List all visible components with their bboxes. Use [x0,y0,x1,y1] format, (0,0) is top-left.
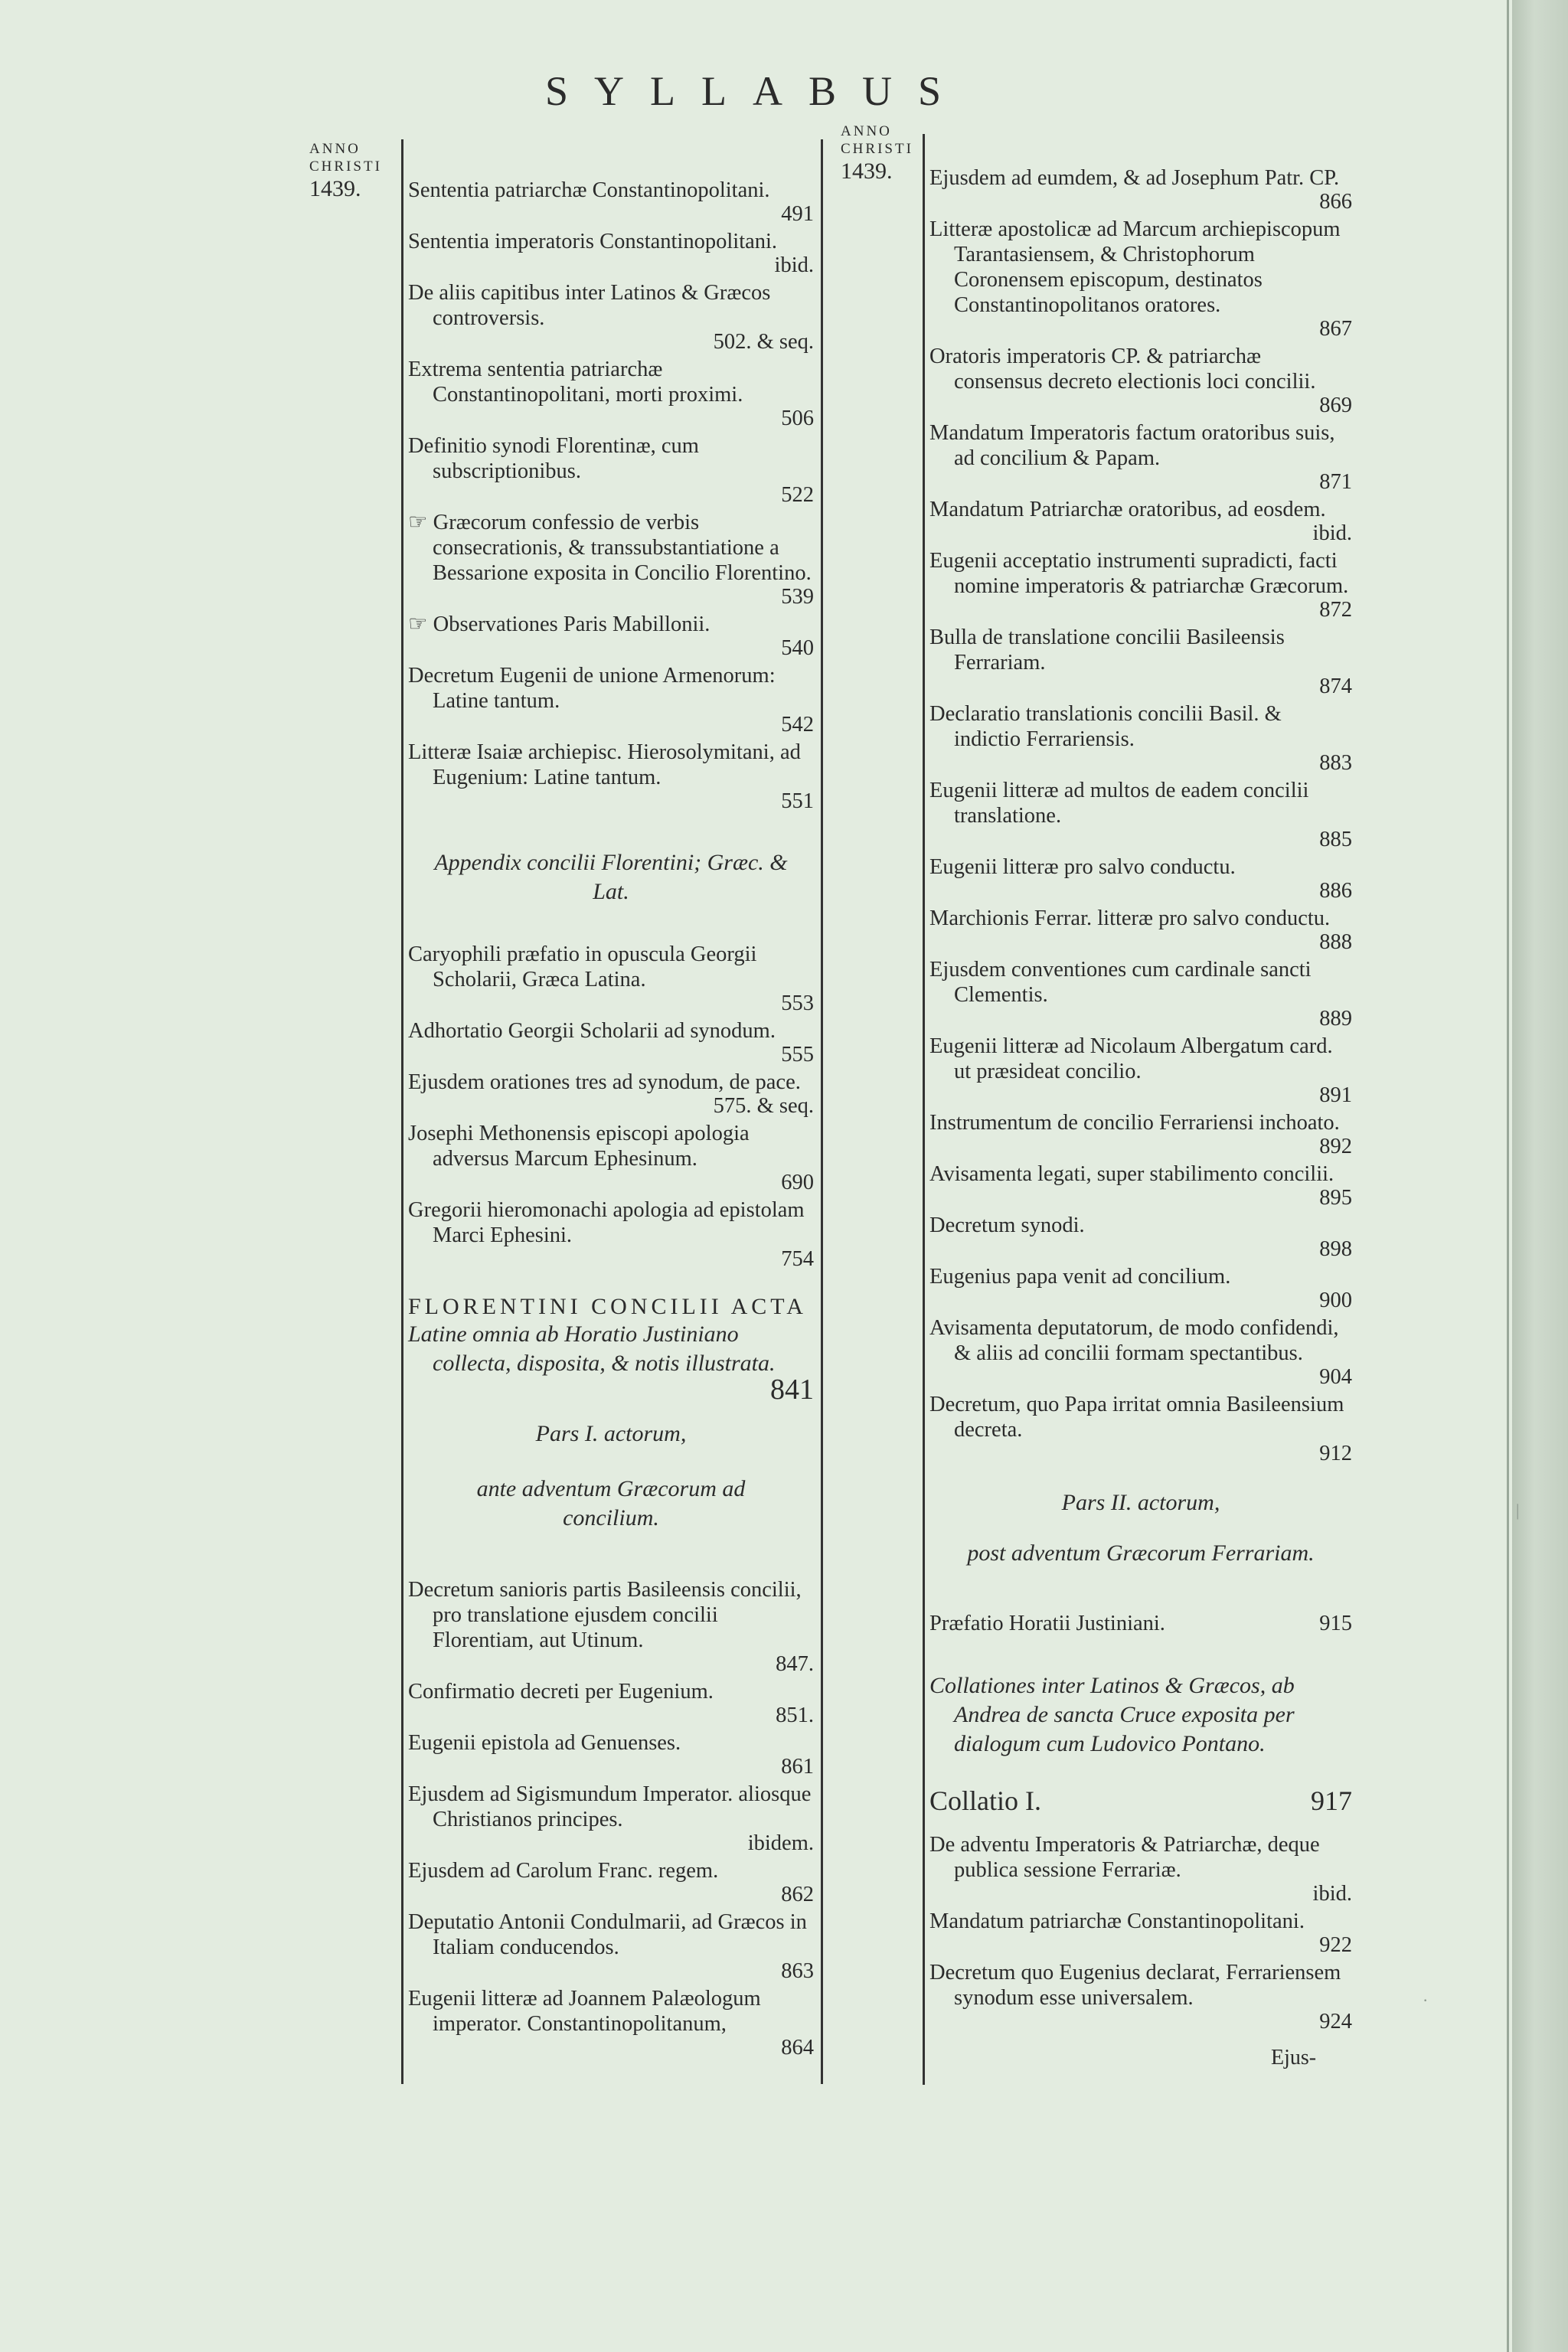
edge-mark: · [1423,1991,1429,2010]
syllabus-entry [408,1070,814,1118]
syllabus-entry [408,1121,814,1194]
entry-page: 864 [781,2036,814,2060]
syllabus-entry [408,1018,814,1067]
entry-text: Eugenii litteræ ad Joannem Palæologum imperator. Constantinopolitanum, [408,1987,761,2036]
entry-text: Deputatio Antonii Condulmarii, ad Græcos in Italiam conducendos. [408,1910,807,1959]
entry-page: ibid. [1312,521,1352,545]
entry-list [929,1832,1352,2034]
acta-block [408,1294,814,1406]
entry-page: 862 [781,1883,814,1906]
right-column [929,162,1352,2034]
entry-text: Instrumentum de concilio Ferrariensi inchoato. [929,1111,1340,1135]
entry-page: 885 [1319,828,1352,851]
entry-page: 924 [1319,2010,1352,2034]
anno-label: ANNO [841,123,892,139]
entry-page: 502. & seq. [713,330,814,354]
syllabus-entry [408,510,814,609]
entry-text: Oratoris imperatoris CP. & patriarchæ consensus decreto electionis loci concilii. [929,345,1316,394]
syllabus-entry [929,906,1352,954]
entry-page: ibid. [1312,1882,1352,1906]
syllabus-entry [929,778,1352,851]
entry-text: Marchionis Ferrar. litteræ pro salvo conductu. [929,906,1331,930]
syllabus-entry [929,1960,1352,2034]
entry-text: Josephi Methonensis episcopi apologia adversus Marcum Ephesinum. [408,1122,750,1171]
entry-text: ☞ Græcorum confessio de verbis consecrationis, & transsubstantiatione a Bessarione exposita in Concilio Florentino. [408,511,812,585]
entry-page: 900 [1319,1289,1352,1312]
entry-page: 898 [1319,1237,1352,1261]
entry-page: 888 [1319,930,1352,954]
entry-text: Adhortatio Georgii Scholarii ad synodum. [408,1019,776,1043]
entry-text: Mandatum patriarchæ Constantinopolitani. [929,1909,1305,1933]
syllabus-entry [408,229,814,277]
collationes-heading: Collationes inter Latinos & Græcos, ab Andrea de sancta Cruce exposita per dialogum cum Ludovico Pontano. [929,1673,1295,1756]
entry-text: Gregorii hieromonachi apologia ad epistolam Marci Ephesini. [408,1198,805,1247]
entry-text: Definitio synodi Florentinæ, cum subscriptionibus. [408,434,699,483]
entry-text: Decretum synodi. [929,1214,1085,1237]
entry-page: 915 [1319,1612,1352,1635]
entry-text: ☞ Observationes Paris Mabillonii. [408,612,710,636]
entry-text: Litteræ apostolicæ ad Marcum archiepiscopum Tarantasiensem, & Christophorum Coronensem episcopum, destinatos Constantinopolitanos oratores. [929,217,1341,317]
entry-text: Præfatio Horatii Justiniani. [929,1612,1165,1635]
entry-page: 522 [781,483,814,507]
entry-page: 690 [781,1171,814,1194]
entry-page: 851. [776,1704,814,1727]
entry-page: 551 [781,789,814,813]
entry-text: Mandatum Patriarchæ oratoribus, ad eosdem. [929,498,1326,521]
syllabus-entry [408,1197,814,1271]
entry-page: 904 [1319,1365,1352,1389]
syllabus-entry [929,344,1352,417]
syllabus-entry [929,701,1352,775]
entry-text: Decretum Eugenii de unione Armenorum: Latine tantum. [408,664,776,713]
entry-text: Eugenii litteræ ad Nicolaum Albergatum card. ut præsideat concilio. [929,1034,1333,1083]
anno-christi-right [841,122,913,184]
entry-text: Avisamenta legati, super stabilimento concilii. [929,1162,1334,1186]
acta-page: 841 [770,1374,814,1406]
anno-year: 1439. [309,176,361,201]
syllabus-entry [408,1986,814,2060]
syllabus-entry [929,957,1352,1031]
praefatio-entry [929,1611,1352,1636]
syllabus-entry [929,1392,1352,1465]
entry-page: 754 [781,1247,814,1271]
syllabus-entry [408,1782,814,1855]
page-title: SYLLABUS [544,68,968,114]
entry-page: 912 [1319,1442,1352,1465]
entry-text: Eugenii epistola ad Genuenses. [408,1731,681,1755]
entry-page: ibidem. [747,1831,814,1855]
entry-list [408,942,814,1271]
entry-page: 872 [1319,598,1352,622]
entry-text: Caryophili præfatio in opuscula Georgii Scholarii, Græca Latina. [408,942,757,991]
entry-text: Mandatum Imperatoris factum oratoribus suis, ad concilium & Papam. [929,421,1335,470]
pars2-heading: Pars II. actorum, [1061,1490,1220,1515]
left-margin-rule [401,139,403,2084]
entry-page: 539 [781,585,814,609]
column-divider-rule [821,139,823,2084]
entry-list [408,1577,814,2060]
syllabus-entry [408,1679,814,1727]
syllabus-entry [408,357,814,430]
pars1-heading: Pars I. actorum, [535,1421,687,1446]
christi-label: CHRISTI [309,158,382,175]
acta-subtitle: Latine omnia ab Horatio Justiniano collecta, disposita, & notis illustrata. [408,1321,776,1376]
syllabus-entry [929,497,1352,545]
entry-page: 506 [781,407,814,430]
syllabus-entry [408,942,814,1015]
anno-year: 1439. [841,158,893,184]
entry-text: Eugenii litteræ ad multos de eadem concilii translatione. [929,779,1309,828]
christi-label: CHRISTI [841,141,913,157]
entry-text: Declaratio translationis concilii Basil. & indictio Ferrariensis. [929,702,1282,751]
entry-text: Eugenius papa venit ad concilium. [929,1265,1231,1289]
appendix-heading: Appendix concilii Florentini; Græc. & Lat. [434,850,788,904]
anno-christi-left [309,140,382,201]
syllabus-entry [929,1264,1352,1312]
syllabus-entry [408,740,814,813]
collatio-1-heading [929,1785,1352,1817]
entry-text: Decretum quo Eugenius declarat, Ferrariensem synodum esse universalem. [929,1961,1341,2010]
entry-text: Sententia patriarchæ Constantinopolitani. [408,178,770,202]
entry-page: 889 [1319,1007,1352,1031]
entry-list [929,165,1352,1465]
entry-text: Sententia imperatoris Constantinopolitani. [408,230,778,253]
entry-page: 553 [781,991,814,1015]
syllabus-entry [929,165,1352,214]
entry-page: 922 [1319,1933,1352,1957]
syllabus-entry [929,1161,1352,1210]
syllabus-entry [929,217,1352,341]
entry-text: Eugenii litteræ pro salvo conductu. [929,855,1236,879]
syllabus-entry [929,1110,1352,1158]
acta-title: FLORENTINI CONCILII ACTA [408,1294,807,1319]
entry-page: 866 [1319,190,1352,214]
syllabus-entry [929,1832,1352,1906]
entry-text: Ejusdem ad Sigismundum Imperator. aliosque Christianos principes. [408,1782,812,1831]
gutter-line [1507,0,1509,2352]
entry-text: Ejusdem conventiones cum cardinale sancti Clementis. [929,958,1312,1007]
left-column [408,175,814,2060]
syllabus-entry [929,854,1352,903]
entry-page: 891 [1319,1083,1352,1107]
entry-text: Ejusdem orationes tres ad synodum, de pace. [408,1070,801,1094]
entry-page: 895 [1319,1186,1352,1210]
anno-label: ANNO [309,141,361,157]
entry-text: Decretum sanioris partis Basileensis concilii, pro translatione ejusdem concilii Florentiam, aut Utinum. [408,1578,802,1652]
syllabus-entry [408,1730,814,1779]
pars2-subheading: post adventum Græcorum Ferrariam. [967,1540,1315,1566]
entry-page: 540 [781,636,814,660]
entry-text: Ejusdem ad Carolum Franc. regem. [408,1859,719,1883]
syllabus-entry [929,1034,1352,1107]
syllabus-entry [929,1909,1352,1957]
entry-page: ibid. [774,253,814,277]
catchword: Ejus- [1271,2046,1317,2069]
syllabus-entry [408,178,814,226]
entry-text: Avisamenta deputatorum, de modo confidendi, & aliis ad concilii formam spectantibus. [929,1316,1339,1365]
syllabus-entry [408,280,814,354]
entry-text: Litteræ Isaiæ archiepisc. Hierosolymitani, ad Eugenium: Latine tantum. [408,740,801,789]
syllabus-entry [408,1858,814,1906]
entry-page: 869 [1319,394,1352,417]
entry-text: Ejusdem ad eumdem, & ad Josephum Patr. CP. [929,166,1340,190]
syllabus-entry [929,420,1352,494]
right-margin-rule [923,134,925,2085]
entry-page: 917 [1311,1785,1352,1816]
syllabus-entry [408,612,814,660]
entry-page: 575. & seq. [713,1094,814,1118]
entry-text: Confirmatio decreti per Eugenium. [408,1680,714,1704]
entry-text: Bulla de translatione concilii Basileensis Ferrariam. [929,626,1285,675]
entry-list [408,178,814,813]
page-edge [1512,0,1568,2352]
entry-page: 863 [781,1959,814,1983]
syllabus-entry [929,548,1352,622]
entry-text: Eugenii acceptatio instrumenti supradicti, facti nomine imperatoris & patriarchæ Græcorum. [929,549,1349,598]
entry-text: Collatio I. [929,1785,1041,1816]
entry-page: 874 [1319,675,1352,698]
syllabus-entry [929,1213,1352,1261]
entry-page: 883 [1319,751,1352,775]
entry-page: 847. [776,1652,814,1676]
entry-page: 871 [1319,470,1352,494]
pars1-subheading: ante adventum Græcorum ad concilium. [476,1476,746,1530]
entry-text: De aliis capitibus inter Latinos & Græcos controversis. [408,281,771,330]
entry-text: De adventu Imperatoris & Patriarchæ, deque publica sessione Ferrariæ. [929,1833,1320,1882]
entry-page: 555 [781,1043,814,1067]
entry-page: 542 [781,713,814,737]
syllabus-entry [408,433,814,507]
syllabus-entry [408,1577,814,1676]
edge-mark: | [1516,1501,1520,1520]
syllabus-entry [929,1315,1352,1389]
entry-text: Extrema sententia patriarchæ Constantinopolitani, morti proximi. [408,358,743,407]
entry-text: Decretum, quo Papa irritat omnia Basileensium decreta. [929,1393,1344,1442]
syllabus-entry [408,663,814,737]
entry-page: 491 [781,202,814,226]
syllabus-entry [929,625,1352,698]
entry-page: 861 [781,1755,814,1779]
syllabus-entry [408,1909,814,1983]
entry-page: 867 [1319,317,1352,341]
entry-page: 886 [1319,879,1352,903]
entry-page: 892 [1319,1135,1352,1158]
